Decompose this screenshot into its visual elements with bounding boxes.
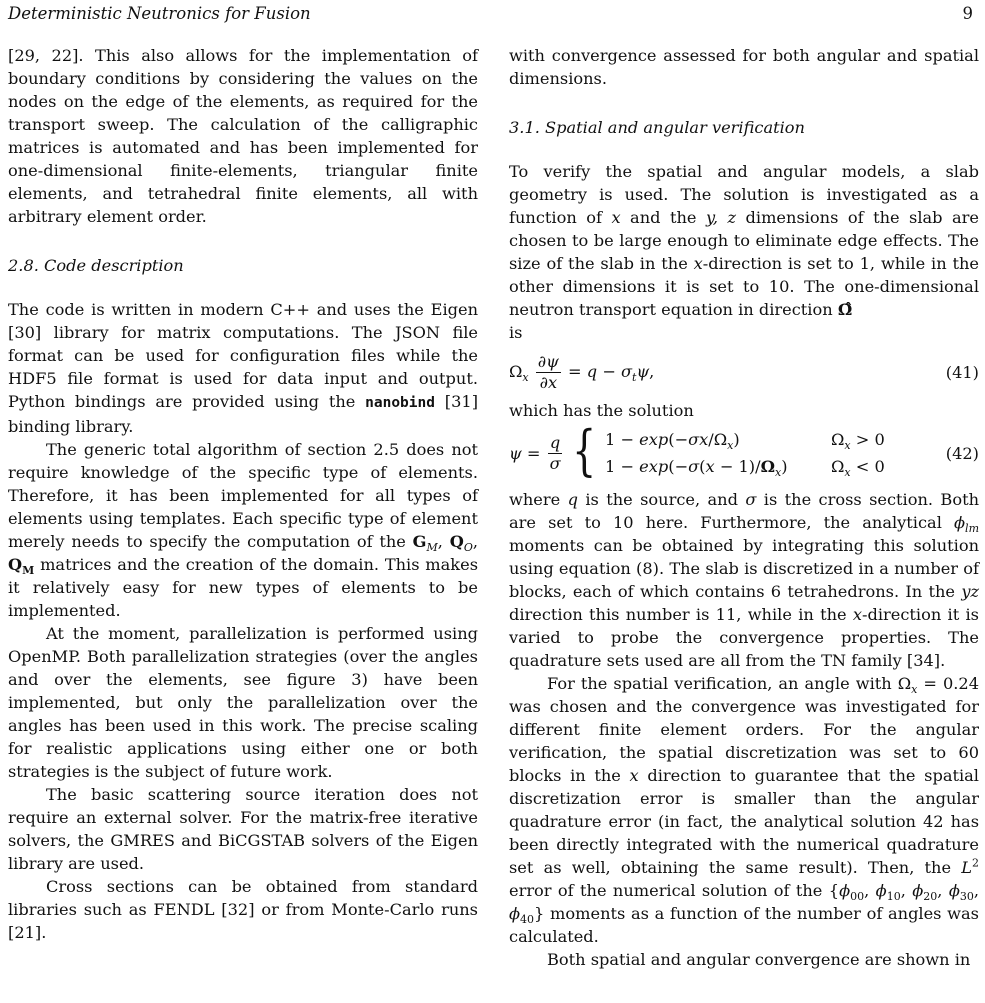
equation-body: ψ = $\frac{q}{\sigma}$ { $1 - \exp(-\sigma x/\Omega_x)$ $\Omega_x > 0$ $1 - \exp(-\sigma(x - 1)/\Omega_x)$ $\Omega_x < 0$ (509, 419, 885, 482)
equation-body: $\Omega_x$ $\frac{\partial\psi}{\partial x}$ = $q - \sigma_t\psi$, (509, 352, 655, 392)
paragraph: The code is written in modern C++ and uses the Eigen [30] library for matrix computations. The JSON file format can be used for configuration files while the HDF5 file format is used for data input and output. Python bindings are provided using the nanobind [31] binding library. (8, 300, 479, 436)
paragraph: Cross sections can be obtained from standard libraries such as FENDL [32] or from Monte-Carlo runs [21]. (8, 877, 478, 942)
paragraph: where q is the source, and σ is the cross section. Both are set to 10 here. Furthermore, the analytical $\phi_{lm}$ moments can be obtained by integrating this solution using equation (8). The slab is discretized in a number of blocks, each of which contains 6 tetrahedrons. In the yz direction this number is 11, while in the x-direction it is varied to probe the convergence properties. The quadrature sets used are all from the TN family [34]. (509, 490, 980, 670)
code-nanobind: nanobind (365, 395, 435, 411)
matrices-math: $G_M$, $Q_O$, $Q_M$ (8, 532, 478, 578)
paragraph: The generic total algorithm of section 2.5 does not require knowledge of the specific type of elements. Therefore, it has been implemented for all types of elements using templates. Each specific type of element merely needs to specify the computation of the $G_M$, $Q_O$, $Q_M$ matrices and the creation of the domain. This makes it relatively easy for new types of elements to be implemented. (8, 440, 478, 620)
left-column (8, 44, 478, 944)
paragraph: At the moment, parallelization is performed using OpenMP. Both parallelization strategies (over the angles and over the elements, see figure 3) have been implemented, but only the parallelization over the angles has been used in this work. The precise scaling for realistic applications using either one or both strategies is the subject of future work. (8, 624, 478, 781)
running-header (8, 4, 973, 28)
equation-41 (509, 352, 979, 393)
paragraph: For the spatial verification, an angle with $\Omega_x = 0.24$ was chosen and the convergence was investigated for different finite element orders. For the angular verification, the spatial discretization was set to 60 blocks in the x direction to guarantee that the spatial discretization error is smaller than the angular quadrature error (in fact, the analytical solution 42 has been directly integrated with the numerical quadrature set as well, obtaining the same result). Then, the $L^2$ error of the numerical solution of the {$\phi_{00}$, $\phi_{10}$, $\phi_{20}$, $\phi_{30}$, $\phi_{40}$} moments as a function of the number of angles was calculated. (509, 674, 980, 946)
paragraph: [29, 22]. This also allows for the implementation of boundary conditions by considering the values on the nodes on the edge of the elements, as required for the transport sweep. The calculation of the calligraphic matrices is automated and has been implemented for one-dimensional finite-elements, triangular finite elements, and tetrahedral finite elements, all with arbitrary element order. (8, 46, 478, 226)
section-heading-3-1: 3.1. Spatial and angular verification (509, 118, 805, 137)
paragraph: The basic scattering source iteration does not require an external solver. For the matrix-free iterative solvers, the GMRES and BiCGSTAB solvers of the Eigen library are used. (8, 785, 478, 873)
equation-42 (509, 419, 979, 482)
paragraph: with convergence assessed for both angular and spatial dimensions. (509, 46, 979, 88)
paragraph: which has the solution (509, 401, 694, 420)
equation-number: (41) (945, 363, 979, 382)
section-heading-2-8: 2.8. Code description (8, 256, 184, 275)
paragraph: Both spatial and angular convergence are shown in (547, 950, 971, 969)
page-number: 9 (962, 4, 973, 23)
running-title: Deterministic Neutronics for Fusion (8, 4, 311, 23)
equation-number: (42) (945, 443, 979, 463)
right-column (509, 44, 979, 971)
paragraph: To verify the spatial and angular models, a slab geometry is used. The solution is investigated as a function of x and the y, z dimensions of the slab are chosen to be large enough to eliminate edge effects. The size of the slab in the x-direction is set to 1, while in the other dimensions it is set to 10. The one-dimensional neutron transport equation in direction Ω̂ is (509, 162, 980, 342)
